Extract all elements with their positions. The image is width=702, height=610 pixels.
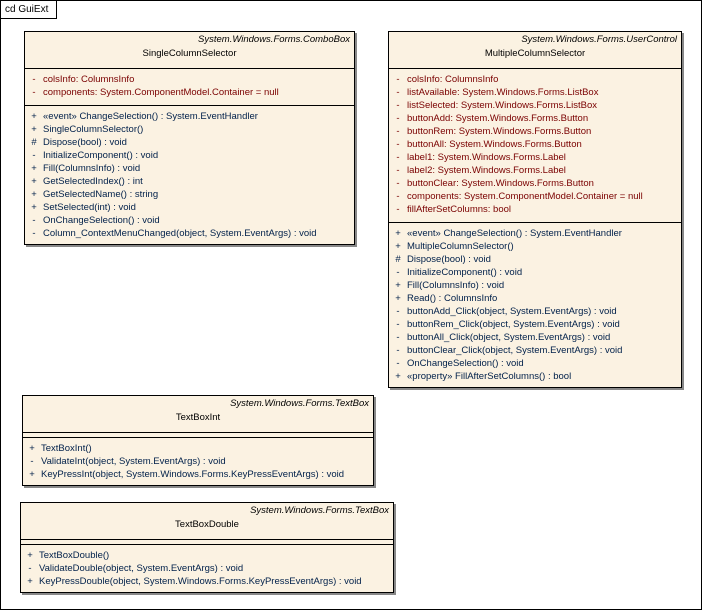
operation-row <box>389 331 681 344</box>
visibility-marker: - <box>396 204 400 215</box>
class-header <box>21 503 393 540</box>
operation-row <box>389 357 681 370</box>
operation-signature: SingleColumnSelector() <box>43 124 144 135</box>
attribute-row <box>389 177 681 190</box>
operation-signature: buttonAll_Click(object, System.EventArgs) : void <box>407 332 611 343</box>
visibility-marker: - <box>396 306 400 317</box>
operation-signature: KeyPressInt(object, System.Windows.Forms.KeyPressEventArgs) : void <box>41 469 345 480</box>
visibility-marker: + <box>395 371 401 382</box>
operation-signature: buttonRem_Click(object, System.EventArgs) : void <box>407 319 620 330</box>
operation-row <box>25 149 354 162</box>
operation-signature: Dispose(bool) : void <box>407 254 491 265</box>
attribute-row <box>389 125 681 138</box>
attribute-signature: colsInfo: ColumnsInfo <box>43 74 135 85</box>
visibility-marker: # <box>31 137 37 148</box>
visibility-marker: - <box>396 87 400 98</box>
class-header <box>23 396 373 433</box>
operation-signature: KeyPressDouble(object, System.Windows.Forms.KeyPressEventArgs) : void <box>39 576 362 587</box>
operation-signature: OnChangeSelection() : void <box>43 215 160 226</box>
operation-signature: buttonAdd_Click(object, System.EventArgs) : void <box>407 306 617 317</box>
visibility-marker: + <box>27 550 33 561</box>
attribute-row <box>389 164 681 177</box>
attributes-compartment <box>389 69 681 223</box>
operation-signature: TextBoxDouble() <box>39 550 110 561</box>
visibility-marker: - <box>396 191 400 202</box>
class-name: TextBoxInt <box>175 412 221 423</box>
class-stereotype: System.Windows.Forms.TextBox <box>250 505 389 516</box>
operation-row <box>25 188 354 201</box>
class-single-column-selector[interactable] <box>24 31 355 245</box>
operation-signature: buttonClear_Click(object, System.EventArgs) : void <box>407 345 623 356</box>
operations-compartment <box>389 223 681 387</box>
operation-row <box>389 305 681 318</box>
class-header <box>389 32 681 69</box>
visibility-marker: - <box>32 87 36 98</box>
attribute-row <box>389 151 681 164</box>
operation-signature: TextBoxInt() <box>41 443 92 454</box>
operation-row <box>25 227 354 240</box>
visibility-marker: - <box>396 126 400 137</box>
class-header <box>25 32 354 69</box>
class-textbox-double[interactable] <box>20 502 394 593</box>
attribute-signature: buttonAll: System.Windows.Forms.Button <box>407 139 582 150</box>
visibility-marker: - <box>28 563 32 574</box>
operation-signature: GetSelectedIndex() : int <box>43 176 143 187</box>
visibility-marker: - <box>396 152 400 163</box>
operation-row <box>25 162 354 175</box>
visibility-marker: + <box>395 293 401 304</box>
attribute-row <box>389 138 681 151</box>
attribute-row <box>389 190 681 203</box>
operation-signature: InitializeComponent() : void <box>407 267 523 278</box>
class-stereotype: System.Windows.Forms.ComboBox <box>198 34 350 45</box>
visibility-marker: - <box>396 332 400 343</box>
operation-row <box>21 575 393 588</box>
class-name: MultipleColumnSelector <box>484 48 586 59</box>
visibility-marker: - <box>396 178 400 189</box>
operation-signature: «event» ChangeSelection() : System.EventHandler <box>43 111 258 122</box>
visibility-marker: - <box>396 345 400 356</box>
operation-signature: OnChangeSelection() : void <box>407 358 524 369</box>
operations-compartment <box>23 438 373 485</box>
attribute-signature: buttonRem: System.Windows.Forms.Button <box>407 126 592 137</box>
operation-row <box>23 442 373 455</box>
attributes-compartment <box>25 69 354 106</box>
visibility-marker: - <box>32 150 36 161</box>
operation-row <box>389 344 681 357</box>
visibility-marker: - <box>396 139 400 150</box>
attribute-row <box>389 99 681 112</box>
operation-row <box>25 214 354 227</box>
visibility-marker: + <box>395 241 401 252</box>
visibility-marker: - <box>32 215 36 226</box>
visibility-marker: - <box>396 358 400 369</box>
visibility-marker: + <box>27 576 33 587</box>
operation-signature: Fill(ColumnsInfo) : void <box>407 280 505 291</box>
visibility-marker: + <box>31 163 37 174</box>
class-name: TextBoxDouble <box>175 519 239 530</box>
visibility-marker: - <box>32 74 36 85</box>
visibility-marker: - <box>396 319 400 330</box>
visibility-marker: + <box>31 189 37 200</box>
operation-row <box>389 253 681 266</box>
operation-signature: Column_ContextMenuChanged(object, System.EventArgs) : void <box>43 228 317 239</box>
attribute-signature: fillAfterSetColumns: bool <box>407 204 512 215</box>
visibility-marker: + <box>395 228 401 239</box>
operation-row <box>25 201 354 214</box>
visibility-marker: - <box>396 100 400 111</box>
operation-row <box>389 370 681 383</box>
operation-row <box>389 227 681 240</box>
operation-row <box>23 455 373 468</box>
operation-row <box>389 318 681 331</box>
operation-row <box>23 468 373 481</box>
operation-row <box>25 175 354 188</box>
operation-signature: Read() : ColumnsInfo <box>407 293 498 304</box>
attribute-signature: colsInfo: ColumnsInfo <box>407 74 499 85</box>
operation-row <box>389 240 681 253</box>
operation-signature: SetSelected(int) : void <box>43 202 136 213</box>
attribute-signature: components: System.ComponentModel.Container = null <box>407 191 643 202</box>
operations-compartment <box>25 106 354 244</box>
diagram-title: cd GuiExt <box>1 1 57 19</box>
class-textbox-int[interactable] <box>22 395 374 486</box>
visibility-marker: + <box>29 443 35 454</box>
attribute-row <box>389 86 681 99</box>
operation-signature: Fill(ColumnsInfo) : void <box>43 163 141 174</box>
operation-signature: MultipleColumnSelector() <box>407 241 514 252</box>
operation-row <box>25 110 354 123</box>
attribute-signature: label1: System.Windows.Forms.Label <box>407 152 566 163</box>
visibility-marker: - <box>32 228 36 239</box>
operation-row <box>21 562 393 575</box>
operation-row <box>389 279 681 292</box>
attribute-signature: listSelected: System.Windows.Forms.ListBox <box>407 100 598 111</box>
operation-row <box>21 549 393 562</box>
attribute-row <box>389 112 681 125</box>
operation-row <box>25 123 354 136</box>
operation-signature: «event» ChangeSelection() : System.EventHandler <box>407 228 622 239</box>
operation-signature: ValidateDouble(object, System.EventArgs) : void <box>39 563 244 574</box>
attribute-signature: label2: System.Windows.Forms.Label <box>407 165 566 176</box>
attribute-signature: buttonClear: System.Windows.Forms.Button <box>407 178 594 189</box>
visibility-marker: + <box>31 124 37 135</box>
visibility-marker: # <box>395 254 401 265</box>
operation-row <box>25 136 354 149</box>
class-name: SingleColumnSelector <box>142 48 237 59</box>
class-stereotype: System.Windows.Forms.TextBox <box>230 398 369 409</box>
visibility-marker: + <box>31 176 37 187</box>
visibility-marker: - <box>30 456 34 467</box>
attribute-signature: buttonAdd: System.Windows.Forms.Button <box>407 113 589 124</box>
class-multiple-column-selector[interactable] <box>388 31 682 388</box>
operation-signature: GetSelectedName() : string <box>43 189 159 200</box>
visibility-marker: + <box>29 469 35 480</box>
attribute-row <box>389 73 681 86</box>
attribute-row <box>25 86 354 99</box>
operation-signature: Dispose(bool) : void <box>43 137 127 148</box>
attribute-signature: components: System.ComponentModel.Container = null <box>43 87 279 98</box>
visibility-marker: - <box>396 113 400 124</box>
attribute-row <box>25 73 354 86</box>
class-stereotype: System.Windows.Forms.UserControl <box>521 34 677 45</box>
operation-signature: ValidateInt(object, System.EventArgs) : void <box>41 456 226 467</box>
operation-signature: InitializeComponent() : void <box>43 150 159 161</box>
attribute-signature: listAvailable: System.Windows.Forms.ListBox <box>407 87 599 98</box>
visibility-marker: - <box>396 74 400 85</box>
visibility-marker: - <box>396 267 400 278</box>
operations-compartment <box>21 545 393 592</box>
visibility-marker: - <box>396 165 400 176</box>
attribute-row <box>389 203 681 216</box>
visibility-marker: + <box>31 202 37 213</box>
visibility-marker: + <box>395 280 401 291</box>
operation-signature: «property» FillAfterSetColumns() : bool <box>407 371 572 382</box>
operation-row <box>389 266 681 279</box>
operation-row <box>389 292 681 305</box>
visibility-marker: + <box>31 111 37 122</box>
